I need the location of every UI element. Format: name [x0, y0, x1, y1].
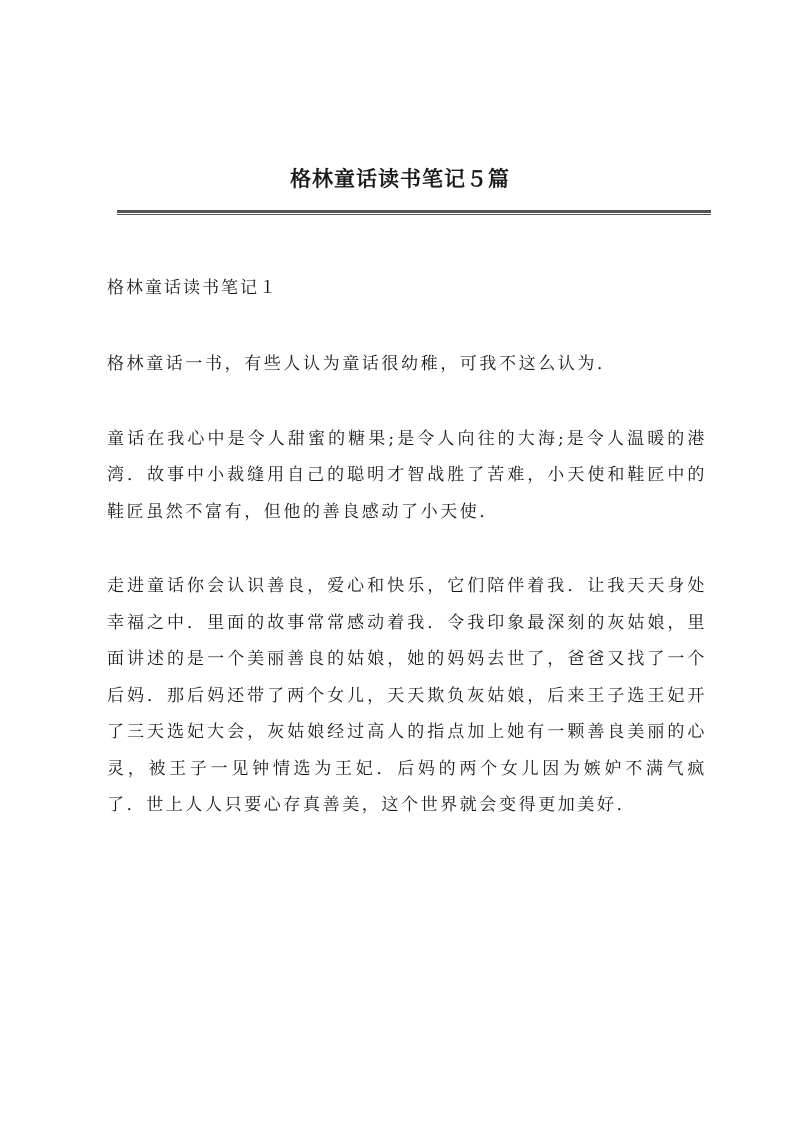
section-heading: 格林童话读书笔记１	[107, 278, 278, 298]
document-body	[107, 270, 707, 862]
document-title: 格林童话读书笔记５篇	[290, 166, 510, 191]
paragraph-feelings: 童话在我心中是令人甜蜜的糖果;是令人向往的大海;是令人温暖的港湾．故事中小裁缝用自己的聪明才智战胜了苦难，小天使和鞋匠中的鞋匠虽然不富有，但他的善良感动了小天使．	[107, 428, 707, 522]
paragraph-cinderella: 走进童话你会认识善良，爱心和快乐，它们陪伴着我．让我天天身处幸福之中．里面的故事常常感动着我．令我印象最深刻的灰姑娘，里面讲述的是一个美丽善良的姑娘，她的妈妈去世了，爸爸又找了一个后妈．那后妈还带了两个女儿，天天欺负灰姑娘，后来王子选王妃开了三天选妃大会，灰姑娘经过高人的指点加上她有一颗善良美丽的心灵，被王子一见钟情选为王妃．后妈的两个女儿因为嫉妒不满气疯了．世上人人只要心存真善美，这个世界就会变得更加美好．	[107, 576, 707, 815]
paragraph-intro: 格林童话一书，有些人认为童话很幼稚，可我不这么认为．	[107, 354, 617, 374]
title-divider	[117, 210, 711, 215]
